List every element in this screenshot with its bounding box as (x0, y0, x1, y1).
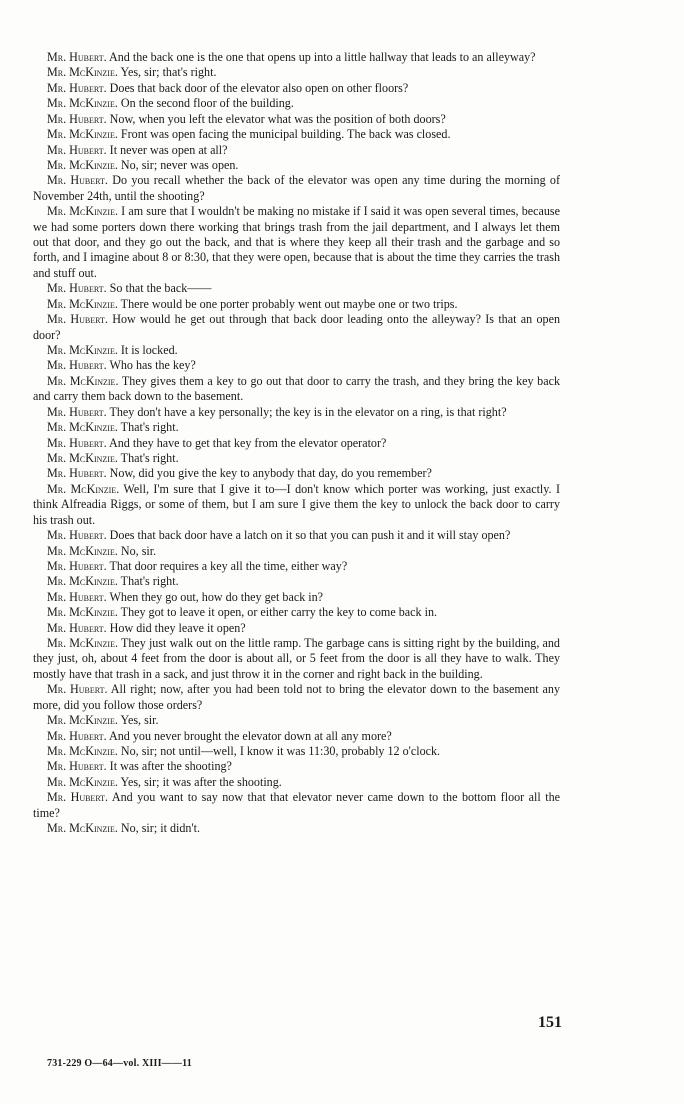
speaker-name: Mr. McKinzie. (47, 743, 118, 758)
printing-code: 731-229 O—64—vol. XIII——11 (47, 1058, 192, 1069)
transcript-paragraph (33, 96, 560, 111)
speaker-name: Mr. Hubert. (47, 404, 107, 419)
transcript-paragraph (33, 50, 560, 65)
speaker-name: Mr. McKinzie. (47, 296, 118, 311)
speech-text: That's right. (117, 574, 179, 589)
speech-text: It is locked. (117, 343, 178, 358)
transcript-paragraph (33, 281, 560, 296)
speech-text: They got to leave it open, or either carry the key to come back in. (117, 605, 438, 620)
speaker-name: Mr. Hubert. (47, 589, 107, 604)
speech-text: Well, I'm sure that I give it to—I don't know which porter was working, just exactly. I think Alfreadia Riggs, or some of them, but I am sure I give them the key to unlock the back door to carry his trash out. (33, 481, 560, 527)
speaker-name: Mr. McKinzie. (47, 373, 119, 388)
speaker-name: Mr. McKinzie. (47, 774, 118, 789)
speaker-name: Mr. Hubert. (47, 620, 107, 635)
transcript-paragraph (33, 173, 560, 204)
speech-text: Now, did you give the key to anybody that day, do you remember? (106, 466, 432, 481)
speaker-name: Mr. Hubert. (47, 173, 108, 188)
speech-text: How did they leave it open? (106, 620, 246, 635)
speech-text: That's right. (117, 450, 179, 465)
speaker-name: Mr. Hubert. (47, 558, 107, 573)
transcript-paragraph (33, 358, 560, 373)
speech-text: So that the back—— (106, 281, 212, 296)
speaker-name: Mr. McKinzie. (47, 574, 118, 589)
transcript-paragraph (33, 790, 560, 821)
transcript-paragraph (33, 775, 560, 790)
transcript-paragraph (33, 451, 560, 466)
transcript-paragraph (33, 420, 560, 435)
transcript-paragraph (33, 112, 560, 127)
speech-text: When they go out, how do they get back in? (106, 589, 324, 604)
speech-text: It was after the shooting? (106, 759, 232, 774)
speaker-name: Mr. McKinzie. (47, 96, 118, 111)
transcript-paragraph (33, 729, 560, 744)
speaker-name: Mr. Hubert. (47, 790, 109, 805)
speech-text: No, sir; it didn't. (117, 821, 201, 836)
speaker-name: Mr. Hubert. (47, 759, 107, 774)
transcript-paragraph (33, 343, 560, 358)
transcript-paragraph (33, 65, 560, 80)
transcript-paragraph (33, 482, 560, 528)
speaker-name: Mr. Hubert. (47, 142, 107, 157)
speaker-name: Mr. McKinzie. (47, 821, 118, 836)
speech-text: No, sir; not until—well, I know it was 11:30, probably 12 o'clock. (117, 743, 441, 758)
speaker-name: Mr. Hubert. (47, 466, 107, 481)
speaker-name: Mr. McKinzie. (47, 343, 118, 358)
speech-text: Yes, sir; that's right. (117, 65, 217, 80)
transcript-paragraph (33, 759, 560, 774)
transcript-paragraph (33, 312, 560, 343)
transcript-paragraph (33, 204, 560, 281)
speaker-name: Mr. McKinzie. (47, 127, 118, 142)
speaker-name: Mr. Hubert. (47, 312, 108, 327)
speaker-name: Mr. McKinzie. (47, 543, 118, 558)
speech-text: There would be one porter probably went out maybe one or two trips. (117, 296, 458, 311)
transcript-paragraph (33, 621, 560, 636)
speaker-name: Mr. McKinzie. (47, 481, 120, 496)
transcript-paragraph (33, 636, 560, 682)
transcript-paragraph (33, 544, 560, 559)
speech-text: And the back one is the one that opens up into a little hallway that leads to an alleyway? (106, 50, 536, 64)
speaker-name: Mr. McKinzie. (47, 65, 118, 80)
speaker-name: Mr. Hubert. (47, 80, 107, 95)
transcript-paragraph (33, 297, 560, 312)
speech-text: Does that back door of the elevator also open on other floors? (106, 80, 409, 95)
speaker-name: Mr. McKinzie. (47, 420, 118, 435)
speech-text: That's right. (117, 420, 179, 435)
transcript-paragraph (33, 436, 560, 451)
transcript-paragraph (33, 821, 560, 836)
transcript-paragraph (33, 158, 560, 173)
transcript-paragraph (33, 405, 560, 420)
page-number: 151 (538, 1014, 562, 1031)
transcript-paragraph (33, 127, 560, 142)
transcript-paragraph (33, 466, 560, 481)
speech-text: On the second floor of the building. (117, 96, 294, 111)
transcript-paragraph (33, 374, 560, 405)
speech-text: And you never brought the elevator down at all any more? (106, 728, 392, 743)
transcript-paragraph (33, 574, 560, 589)
transcript-paragraph (33, 713, 560, 728)
testimony-transcript (33, 50, 560, 837)
transcript-paragraph (33, 590, 560, 605)
speech-text: I am sure that I wouldn't be making no mistake if I said it was open several times, because we had some porters down there working that brings trash from the jail department, and I always let them out that door, and they go out the back, and that is where they keep all their trash and the garbage and so forth, and I imagine about 8 or 8:30, that they were open, because that is about the time they carries the trash and stuff out. (33, 204, 560, 280)
speech-text: Front was open facing the municipal building. The back was closed. (117, 127, 451, 142)
transcript-paragraph (33, 143, 560, 158)
speech-text: Now, when you left the elevator what was the position of both doors? (106, 111, 446, 126)
transcript-paragraph (33, 528, 560, 543)
speaker-name: Mr. Hubert. (47, 281, 107, 296)
speech-text: And you want to say now that that elevator never came down to the bottom floor all the time? (33, 790, 560, 820)
speaker-name: Mr. Hubert. (47, 728, 107, 743)
speaker-name: Mr. McKinzie. (47, 636, 118, 651)
speech-text: Yes, sir. (117, 713, 159, 728)
speech-text: Does that back door have a latch on it so that you can push it and it will stay open? (106, 528, 511, 543)
speaker-name: Mr. McKinzie. (47, 204, 118, 219)
speech-text: How would he get out through that back door leading onto the alleyway? Is that an open door? (33, 312, 560, 342)
speaker-name: Mr. McKinzie. (47, 157, 118, 172)
speaker-name: Mr. McKinzie. (47, 450, 118, 465)
transcript-paragraph (33, 559, 560, 574)
speech-text: They gives them a key to go out that door to carry the trash, and they bring the key back and carry them back down to the basement. (33, 373, 560, 404)
speaker-name: Mr. McKinzie. (47, 713, 118, 728)
speaker-name: Mr. Hubert. (47, 435, 107, 450)
speaker-name: Mr. Hubert. (47, 358, 107, 373)
speech-text: All right; now, after you had been told not to bring the elevator down to the basement any more, did you follow those orders? (33, 682, 560, 712)
speech-text: Yes, sir; it was after the shooting. (117, 774, 282, 789)
speech-text: No, sir. (117, 543, 157, 558)
speech-text: Do you recall whether the back of the elevator was open any time during the morning of November 24th, until the shooting? (33, 173, 561, 203)
speech-text: No, sir; never was open. (117, 157, 239, 172)
transcript-paragraph (33, 682, 560, 713)
speaker-name: Mr. Hubert. (47, 682, 108, 697)
transcript-paragraph (33, 605, 560, 620)
speaker-name: Mr. McKinzie. (47, 605, 118, 620)
transcript-paragraph (33, 744, 560, 759)
transcript-paragraph (33, 81, 560, 96)
speaker-name: Mr. Hubert. (47, 528, 107, 543)
speaker-name: Mr. Hubert. (47, 111, 107, 126)
speech-text: That door requires a key all the time, either way? (106, 558, 348, 573)
speech-text: They don't have a key personally; the key is in the elevator on a ring, is that right? (106, 404, 507, 419)
speech-text: Who has the key? (106, 358, 196, 373)
speaker-name: Mr. Hubert. (47, 50, 107, 64)
speech-text: They just walk out on the little ramp. The garbage cans is sitting right by the building, and they just, oh, about 4 feet from the door is about all, or 5 feet from the door is all they have to walk. They mostly have that trash in a sack, and just throw it in the corner and right back in the building. (33, 636, 560, 681)
speech-text: It never was open at all? (106, 142, 228, 157)
speech-text: And they have to get that key from the elevator operator? (106, 435, 387, 450)
